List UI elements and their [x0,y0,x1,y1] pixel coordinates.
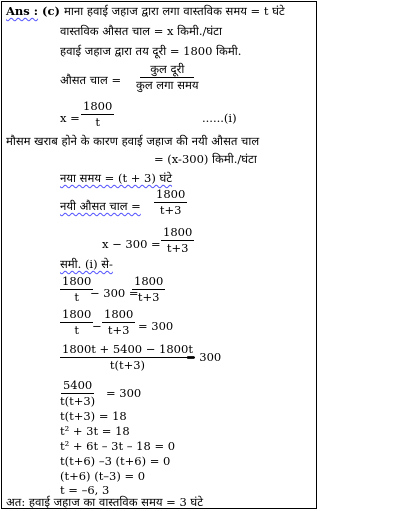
fraction-numerator: 1800 [104,307,134,321]
fraction-numerator: 1800 [62,307,92,321]
eq15-right: = 300 [106,386,142,400]
fraction-numerator: 1800 [62,274,92,288]
x-minus-300-label: x − 300 = [102,237,161,251]
eq13-minus: − [92,319,102,333]
fraction-numerator: 5400 [62,378,93,392]
fraction-denominator: t+3 [166,241,189,255]
avg-speed-label: औसत चाल = [60,73,122,87]
fraction-denominator: t+3 [107,323,130,337]
line-quadratic-1: t(t+3) = 18 [60,409,127,423]
eq15-fraction [60,379,95,408]
x-fraction [81,100,114,129]
fraction-numerator: 1800 [134,274,164,288]
line-new-time: नया समय = (t + 3) घंटे [60,171,173,185]
option-label: (c) [42,4,60,18]
fraction-denominator: t [74,290,79,304]
x-minus-300-fraction [161,226,194,255]
avg-speed-fraction [136,63,199,92]
eq13-fraction-left [60,308,93,337]
fraction-numerator: 1800 [163,225,193,239]
fraction-denominator: t [74,323,79,337]
line-quadratic-3: t² + 6t – 3t – 18 = 0 [60,439,176,453]
line-quadratic-2: t² + 3t = 18 [60,424,130,438]
new-speed-label: नयी औसत चाल = [60,199,141,213]
line-roots: t = –6, 3 [60,483,110,497]
fraction-denominator: t [95,115,100,129]
fraction-numerator: कुल दूरी [140,63,194,78]
line-weather: मौसम खराब होने के कारण हवाई जहाज की नयी औसत चाल [6,134,260,148]
fraction-numerator: 1800 [156,187,186,201]
line-conclusion: अत: हवाई जहाज का वास्तविक समय = 3 घंटे [6,495,204,509]
fraction-numerator: 1800t + 5400 − 1800t [62,342,193,356]
line-quadratic-4: t(t+6) –3 (t+6) = 0 [60,454,171,468]
equation-tag-i: ......(i) [202,111,237,125]
line-actual-speed: वास्तविक औसत चाल = x किमी./घंटा [60,24,222,38]
answer-box [1,1,317,509]
fraction-denominator: t(t+3) [60,394,96,408]
fraction-denominator: t(t+3) [109,358,146,372]
fraction-denominator: कुल लगा समय [136,78,199,92]
eq13-fraction-right [102,308,135,337]
fraction-denominator: t+3 [137,290,160,304]
eq14-fraction [60,343,195,372]
eq13-right: = 300 [138,319,174,333]
fraction-numerator: 1800 [83,99,113,113]
new-speed-fraction [154,188,187,217]
eq14-right: = 300 [186,350,222,364]
line-distance: हवाई जहाज द्वारा तय दूरी = 1800 किमी. [60,44,242,58]
fraction-denominator: t+3 [159,203,182,217]
line-quadratic-5: (t+6) (t–3) = 0 [60,469,146,483]
eq12-fraction-left [60,275,93,304]
line-from-eq-i: समी. (i) से- [60,257,113,271]
x-label: x = [60,111,80,125]
eq12-fraction-right [132,275,165,304]
eq12-middle: − 300 = [90,286,139,300]
ans-label: Ans : [6,4,39,18]
line-assumed-time: माना हवाई जहाज द्वारा लगा वास्तविक समय = t घंटे [64,4,285,18]
line-new-speed: = (x-300) किमी./घंटा [154,152,257,166]
